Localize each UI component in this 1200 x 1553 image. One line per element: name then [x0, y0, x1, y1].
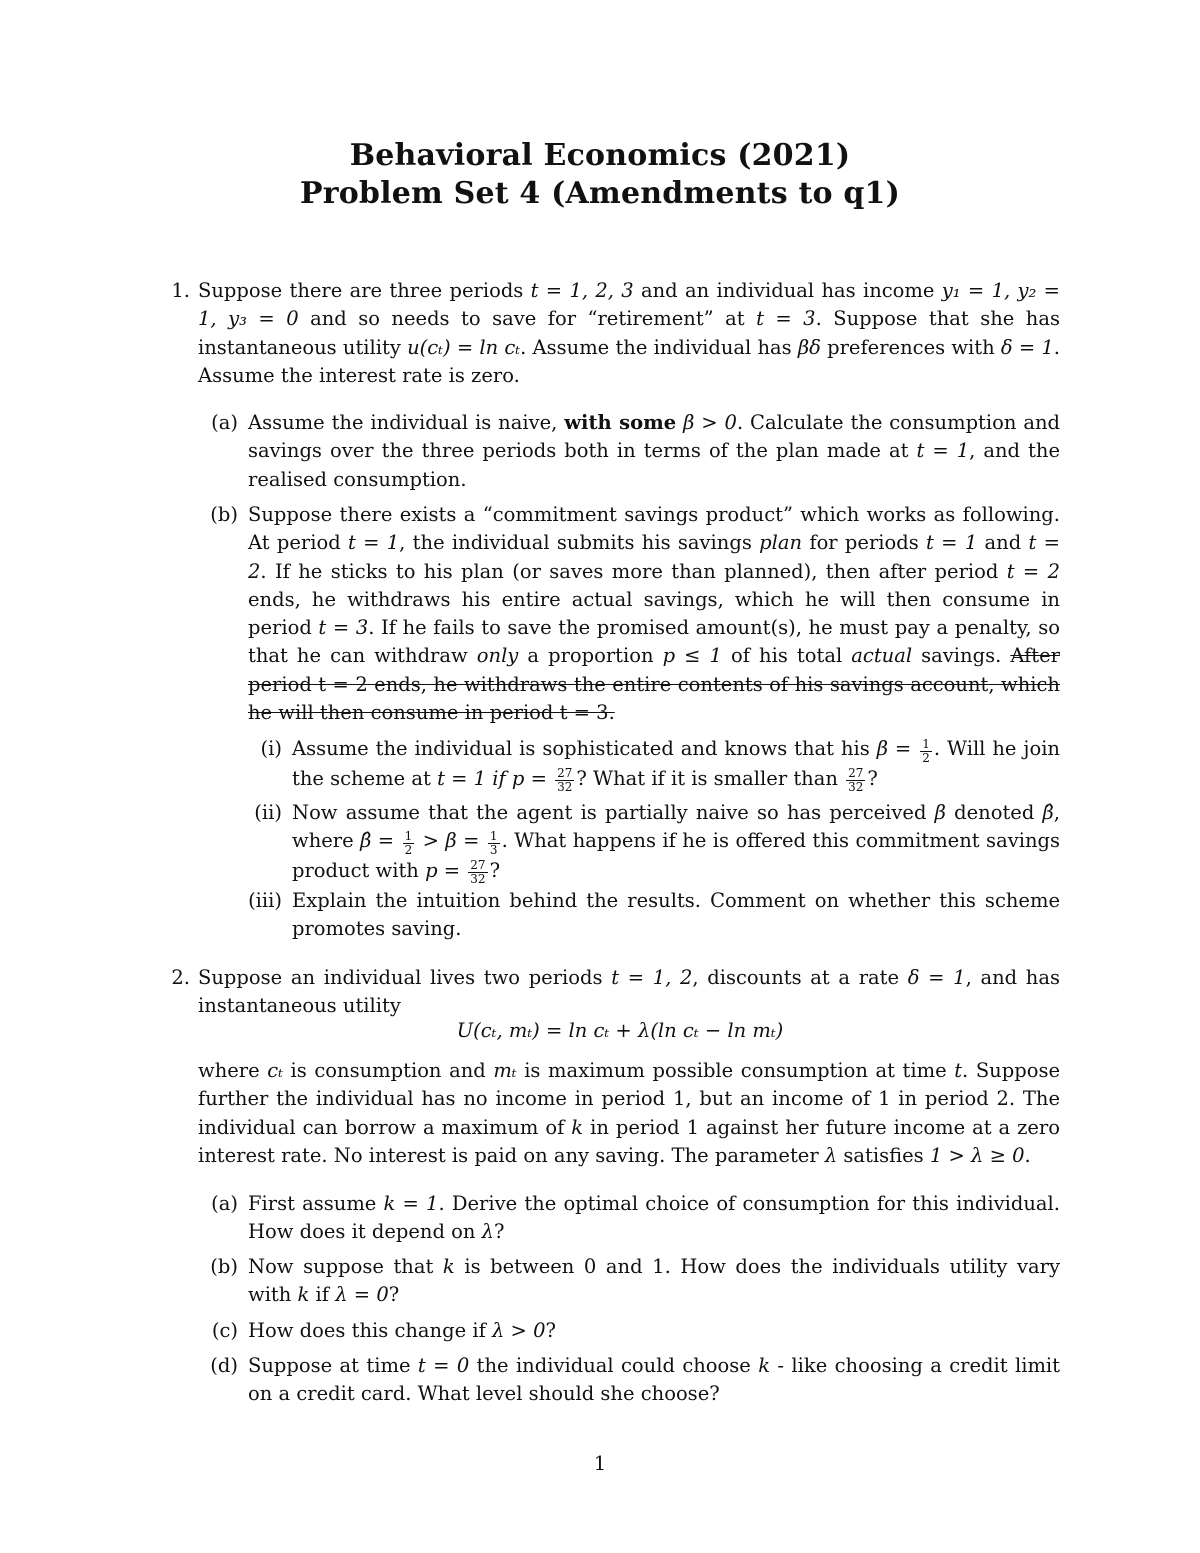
struck-out-text: After period t = 2 ends, he withdraws the entire contents of his savings account, which he will then consume in period t = 3.: [248, 644, 1060, 725]
q1-number: 1.: [171, 279, 190, 302]
q1biii-text: Explain the intuition behind the results. Comment on whether this scheme promotes saving.: [292, 889, 1060, 941]
q1bi-text: Assume the individual is sophisticated and knows that his β = $\frac{1}{2}$ . Will he join the scheme at t = 1 if p = $\frac{27}{32}$ ? What if it is smaller than $\frac{27}{32}$ ?: [292, 736, 1060, 795]
fraction-27-32: $\frac{27}{32}$: [848, 766, 864, 795]
q2b-text: Now suppose that k is between 0 and 1. How does the individuals utility vary with k if λ = 0?: [248, 1255, 1061, 1307]
q1a-label: (a): [211, 411, 238, 434]
q1b-label: (b): [210, 503, 238, 526]
q2-body: where cₜ is consumption and mₜ is maximum possible consumption at time t. Suppose further the individual has no income in period 1, but an income of 1 in period 2. The individual can borrow a maximum of k in period 1 against her future income at a zero interest rate. No interest is paid on any saving. The parameter λ satisfies 1 > λ ≥ 0.: [198, 1059, 1060, 1167]
page-number: 1: [593, 1452, 607, 1475]
q1bii-label: (ii): [254, 801, 282, 824]
q2b-label: (b): [210, 1255, 238, 1278]
q1a-text: Assume the individual is naive, with some β > 0. Calculate the consumption and savings over the three periods both in terms of the plan made at t = 1, and the realised consumption.: [248, 411, 1061, 491]
fraction-27-32: $\frac{27}{32}$: [470, 858, 486, 887]
fraction-one-third: $\frac{1}{3}$: [489, 828, 498, 857]
fraction-one-half: $\frac{1}{2}$: [404, 828, 413, 857]
q2d-text: Suppose at time t = 0 the individual could choose k - like choosing a credit limit on a credit card. What level should she choose?: [248, 1354, 1061, 1406]
q1bi-label: (i): [260, 737, 282, 760]
q1biii-label: (iii): [248, 889, 282, 912]
q1bii-text: Now assume that the agent is partially naive so has perceived β denoted β̂, where β̂ = $\frac{1}{2}$ > β = $\frac{1}{3}$ . What happens if he is offered this commitment savings product with p = $\frac{27}{32}$ ?: [292, 801, 1060, 887]
document-subtitle: Problem Set 4 (Amendments to q1): [299, 176, 901, 211]
q2-number: 2.: [171, 966, 190, 989]
fraction-27-32: $\frac{27}{32}$: [557, 766, 573, 795]
q2-intro: Suppose an individual lives two periods t = 1, 2, discounts at a rate δ = 1, and has instantaneous utility: [198, 966, 1060, 1018]
document-title: Behavioral Economics (2021): [349, 138, 851, 173]
q1-intro: Suppose there are three periods t = 1, 2, 3 and an individual has income y₁ = 1, y₂ = 1, y₃ = 0 and so needs to save for “retirement” at t = 3. Suppose that she has instantaneous utility u(cₜ) = ln cₜ. Assume the individual has βδ preferences with δ = 1. Assume the interest rate is zero.: [198, 279, 1061, 387]
q1b-text: Suppose there exists a “commitment savings product” which works as following. At period t = 1, the individual submits his savings plan for periods t = 1 and t = 2. If he sticks to his plan (or saves more than planned), then after period t = 2 ends, he withdraws his entire actual savings, which he will then consume in period t = 3. If he fails to save the promised amount(s), he must pay a penalty, so that he can withdraw only a proportion p ≤ 1 of his total actual savings. After period t = 2 ends, he withdraws the entire contents of his savings account, which he will then consume in period t = 3.: [248, 503, 1061, 725]
q2a-label: (a): [211, 1192, 238, 1215]
q2a-text: First assume k = 1. Derive the optimal choice of consumption for this individual. How does it depend on λ?: [248, 1192, 1060, 1244]
utility-formula: U(cₜ, mₜ) = ln cₜ + λ(ln cₜ − ln mₜ): [456, 1019, 784, 1042]
q2c-label: (c): [211, 1319, 238, 1342]
fraction-one-half: $\frac{1}{2}$: [922, 736, 930, 765]
q2d-label: (d): [210, 1354, 238, 1377]
q2c-text: How does this change if λ > 0?: [248, 1319, 556, 1342]
